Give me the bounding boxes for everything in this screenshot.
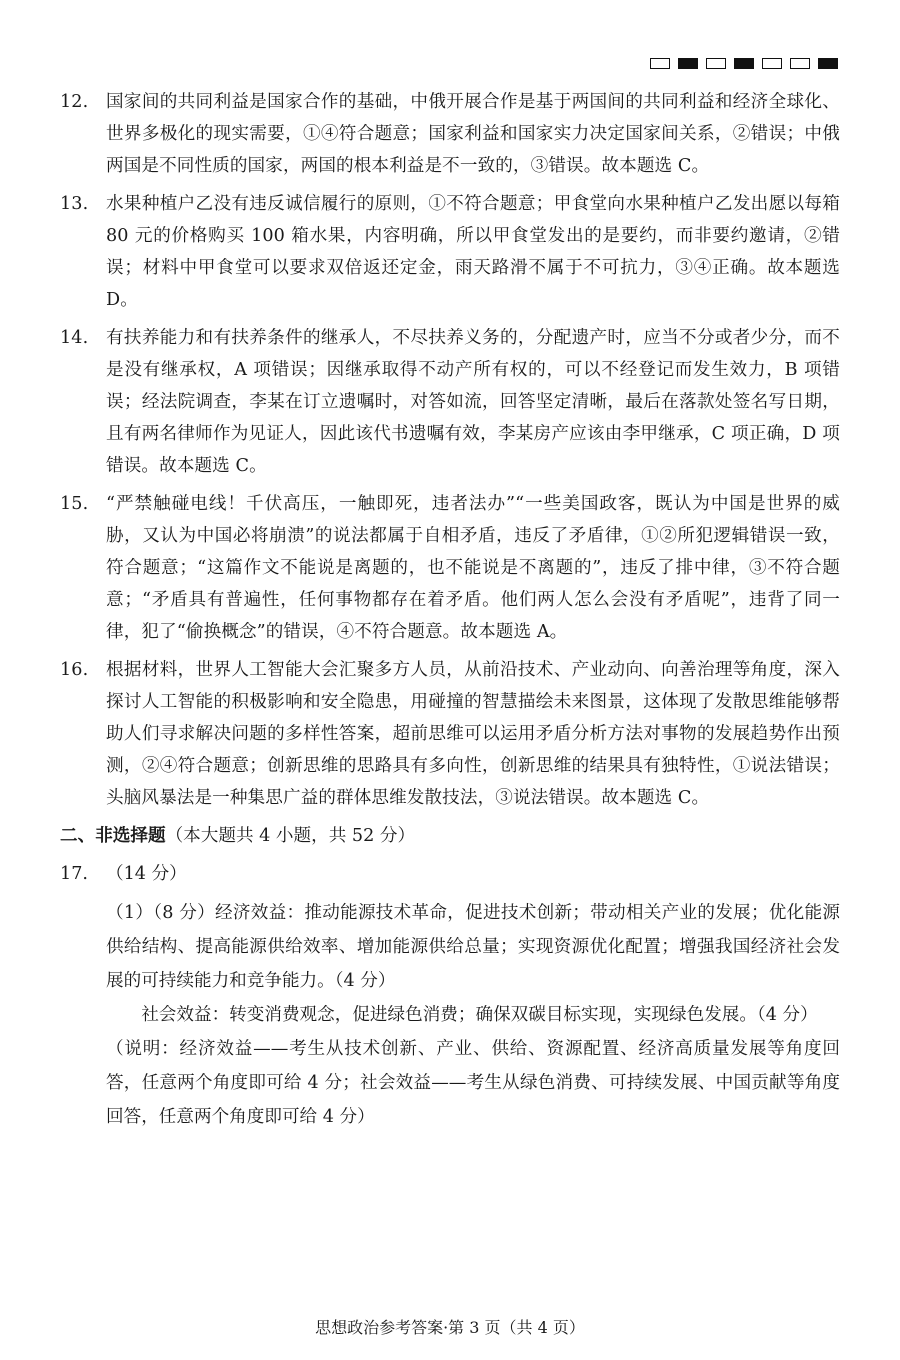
answer-item-16 xyxy=(60,654,840,814)
marker-box xyxy=(762,58,782,69)
answer-item-14 xyxy=(60,322,840,482)
item-text: 水果种植户乙没有违反诚信履行的原则，①不符合题意；甲食堂向水果种植户乙发出愿以每箱 80 元的价格购买 100 箱水果，内容明确，所以甲食堂发出的是要约，而非要约邀请，②错误；材料中甲食堂可以要求双倍返还定金，雨天路滑不属于不可抗力，③④正确。故本题选 D。 xyxy=(106,194,840,310)
answer-item-12 xyxy=(60,86,840,182)
page-marker-boxes xyxy=(650,58,838,69)
item-number: 13. xyxy=(60,194,89,214)
item-number: 12. xyxy=(60,92,89,112)
question-score: （14 分） xyxy=(106,864,187,884)
question-17-header xyxy=(60,858,840,890)
item-number: 15. xyxy=(60,494,89,514)
answer-item-13 xyxy=(60,188,840,316)
item-number: 16. xyxy=(60,660,89,680)
item-text: “严禁触碰电线！千伏高压，一触即死，违者法办”“一些美国政客，既认为中国是世界的威胁，又认为中国必将崩溃”的说法都属于自相矛盾，违反了矛盾律，①②所犯逻辑错误一致，符合题意；“这篇作文不能说是离题的，也不能说是不离题的”，违反了排中律，③不符合题意；“矛盾具有普遍性，任何事物都存在着矛盾。他们两人怎么会没有矛盾呢”，违背了同一律，犯了“偷换概念”的错误，④不符合题意。故本题选 A。 xyxy=(106,494,840,642)
page-footer: 思想政治参考答案·第 3 页（共 4 页） xyxy=(315,1318,585,1337)
marker-box xyxy=(706,58,726,69)
marker-box xyxy=(734,58,754,69)
item-number: 14. xyxy=(60,328,89,348)
section-title: 二、非选择题 xyxy=(60,825,166,846)
marker-box xyxy=(790,58,810,69)
question-17-social-benefit: 社会效益：转变消费观念，促进绿色消费；确保双碳目标实现，实现绿色发展。（4 分） xyxy=(141,1005,818,1025)
question-17-explanation: （说明：经济效益——考生从技术创新、产业、供给、资源配置、经济高质量发展等角度回答，任意两个角度即可给 4 分；社会效益——考生从绿色消费、可持续发展、中国贡献等角度回答，任意两个角度即可给 4 分） xyxy=(106,1039,840,1127)
item-text: 有扶养能力和有扶养条件的继承人，不尽扶养义务的，分配遗产时，应当不分或者少分，而不是没有继承权，A 项错误；因继承取得不动产所有权的，可以不经登记而发生效力，B 项错误；经法院调查，李某在订立遗嘱时，对答如流，回答坚定清晰，最后在落款处签名写日期，且有两名律师作为见证人，因此该代书遗嘱有效，李某房产应该由李甲继承，C 项正确，D 项错误。故本题选 C。 xyxy=(106,328,840,476)
item-text: 国家间的共同利益是国家合作的基础，中俄开展合作是基于两国间的共同利益和经济全球化、世界多极化的现实需要，①④符合题意；国家利益和国家实力决定国家间关系，②错误；中俄两国是不同性质的国家，两国的根本利益是不一致的，③错误。故本题选 C。 xyxy=(106,92,840,176)
item-number: 17. xyxy=(60,864,88,884)
answer-item-15 xyxy=(60,488,840,648)
section-note: （本大题共 4 小题，共 52 分） xyxy=(165,826,416,846)
marker-box xyxy=(678,58,698,69)
item-text: 根据材料，世界人工智能大会汇聚多方人员，从前沿技术、产业动向、向善治理等角度，深入探讨人工智能的积极影响和安全隐患，用碰撞的智慧描绘未来图景，这体现了发散思维能够帮助人们寻求解决问题的多样性答案，超前思维可以运用矛盾分析方法对事物的发展趋势作出预测，②④符合题意；创新思维的思路具有多向性，创新思维的结果具有独特性，①说法错误；头脑风暴法是一种集思广益的群体思维发散技法，③说法错误。故本题选 C。 xyxy=(106,660,840,808)
answer-content xyxy=(60,86,840,1134)
marker-box xyxy=(650,58,670,69)
section-heading xyxy=(60,820,840,852)
question-17-part1: （1）（8 分）经济效益：推动能源技术革命，促进技术创新；带动相关产业的发展；优化能源供给结构、提高能源供给效率、增加能源供给总量；实现资源优化配置；增强我国经济社会发展的可持续能力和竞争能力。（4 分） xyxy=(106,903,840,991)
marker-box xyxy=(818,58,838,69)
